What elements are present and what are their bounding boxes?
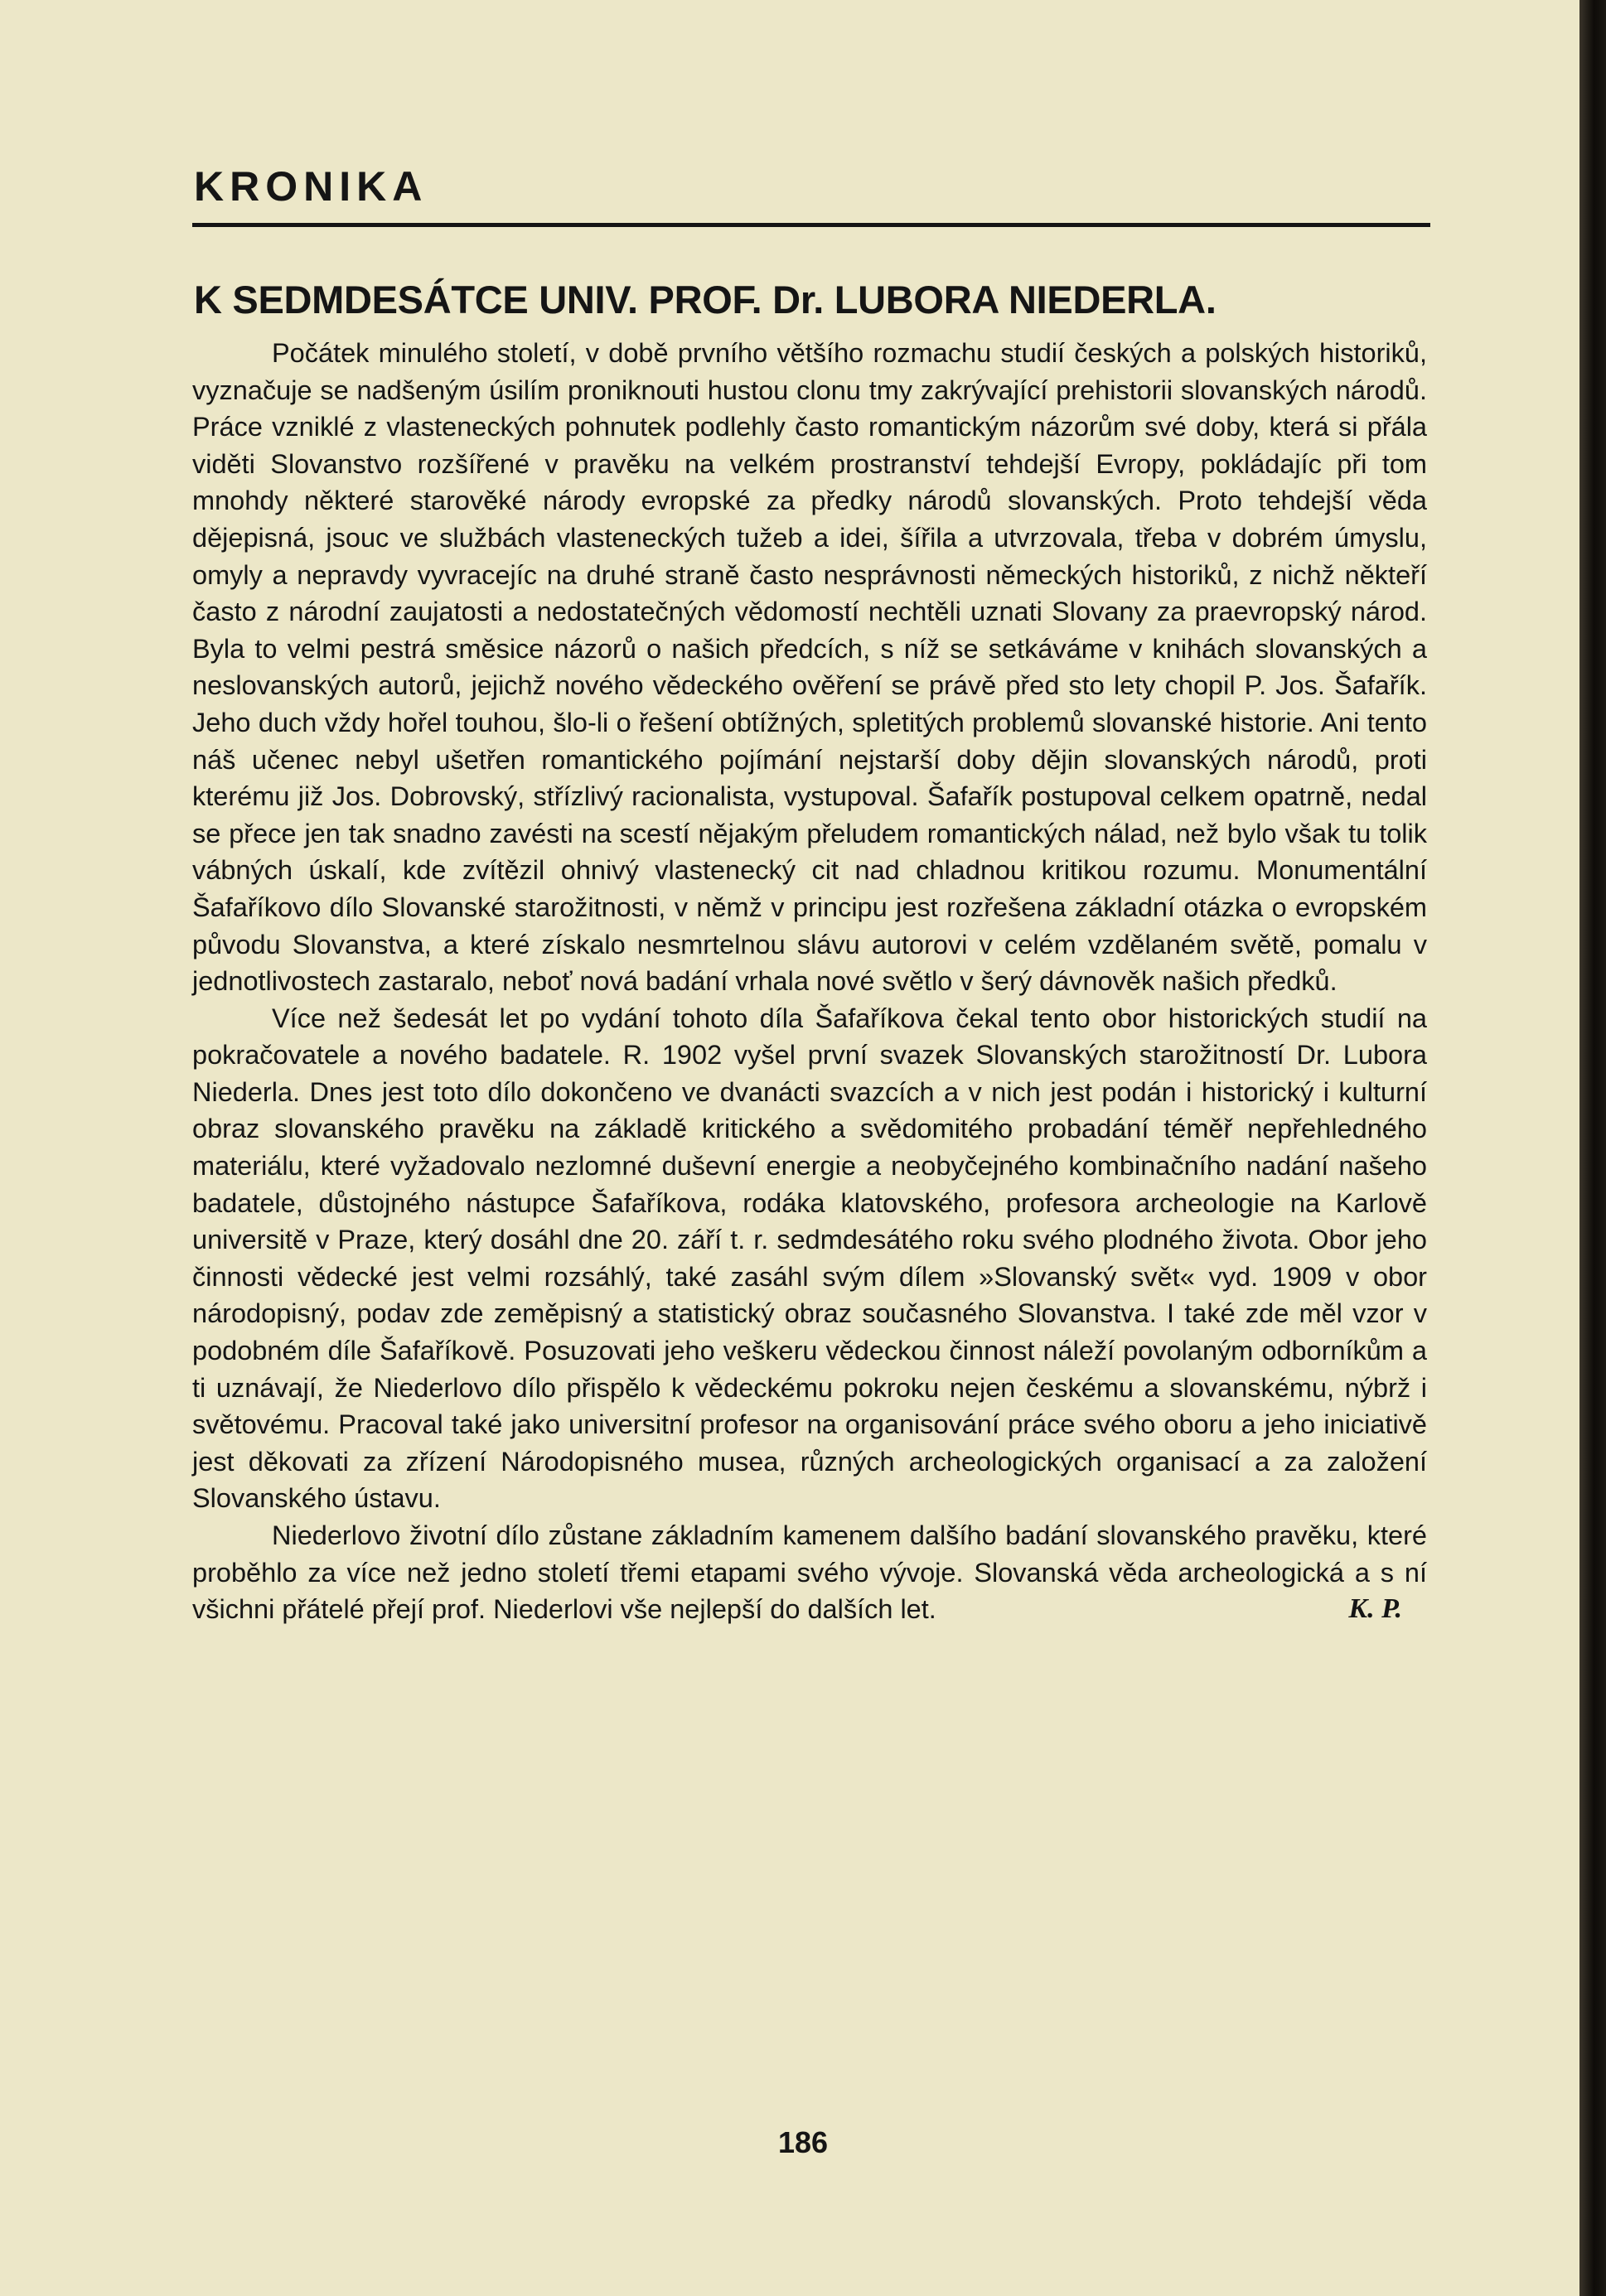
page-content: [192, 162, 1427, 1628]
paragraph-3: [192, 1517, 1427, 1628]
paragraph-1: Počátek minulého století, v době prvního většího rozmachu studií českých a polských historiků, vyznačuje se nadšeným úsilím proniknouti hustou clonu tmy zakrývající prehistorii slovanských národů. Práce vzniklé z vlasteneckých pohnutek podlehly často romantickým názorům své doby, která si přála viděti Slovanstvo rozšířené v pravěku na velkém prostranství tehdejší Evropy, pokládajíc při tom mnohdy některé starověké národy evropské za předky národů slovanských. Proto tehdejší věda dějepisná, jsouc ve službách vlasteneckých tužeb a idei, šířila a utvrzovala, třeba v dobrém úmyslu, omyly a nepravdy vyvracejíc na druhé straně často nesprávnosti německých historiků, z nichž někteří často z národní zaujatosti a nedostatečných vědomostí nechtěli uznati Slovany za praevropský národ. Byla to velmi pestrá směsice názorů o našich předcích, s níž se setkáváme v knihách slovanských a neslovanských autorů, jejichž nového vědeckého ověření se právě před sto lety chopil P. Jos. Šafařík. Jeho duch vždy hořel touhou, šlo-li o řešení obtížných, spletitých problemů slovanské historie. Ani tento náš učenec nebyl ušetřen romantického pojímání nejstarší doby dějin slovanských národů, proti kterému již Jos. Dobrovský, střízlivý racionalista, vystupoval. Šafařík postupoval celkem opatrně, nedal se přece jen tak snadno zavésti na scestí nějakým přeludem romantických nálad, než bylo však tu tolik vábných úskalí, kde zvítězil ohnivý vlastenecký cit nad chladnou kritikou rozumu. Monumentální Šafaříkovo dílo Slovanské starožitnosti, v němž v principu jest rozřešena základní otázka o evropském původu Slovanstva, a které získalo nesmrtelnou slávu autorovi v celém vzdělaném světě, pomalu v jednotlivostech zastaralo, neboť nová badání vrhala nové světlo v šerý dávnověk našich předků.: [192, 338, 1427, 997]
header-divider: [192, 223, 1430, 227]
book-binding-edge: [1579, 0, 1606, 2296]
paragraph-3-text: Niederlovo životní dílo zůstane základním kamenem dalšího badání slovanského pravěku, které proběhlo za více než jedno století třemi etapami svého vývoje. Slovanská věda archeologická a s ní všichni přátelé přejí prof. Niederlovi vše nejlepší do dalších let.: [192, 1520, 1427, 1625]
page-number: 186: [777, 2125, 829, 2159]
article-title: K SEDMDESÁTCE UNIV. PROF. Dr. LUBORA NIEDERLA.: [194, 278, 1217, 321]
author-signature: K. P.: [1348, 1593, 1402, 1625]
paragraph-2: Více než šedesát let po vydání tohoto díla Šafaříkova čekal tento obor historických studií na pokračovatele a nového badatele. R. 1902 vyšel první svazek Slovanských starožitností Dr. Lubora Niederla. Dnes jest toto dílo dokončeno ve dvanácti svazcích a v nich jest podán i historický i kulturní obraz slovanského pravěku na základě kritického a svědomitého probadání téměř nepřehledného materiálu, které vyžadovalo nezlomné duševní energie a neobyčejného kombinačního nadání našeho badatele, důstojného nástupce Šafaříkova, rodáka klatovského, profesora archeologie na Karlově universitě v Praze, který dosáhl dne 20. září t. r. sedmdesátého roku svého plodného života. Obor jeho činnosti vědecké jest velmi rozsáhlý, také zasáhl svým dílem »Slovanský svět« vyd. 1909 v obor národopisný, podav zde zeměpisný a statistický obraz současného Slovanstva. I také zde měl vzor v podobném díle Šafaříkově. Posuzovati jeho veškeru vědeckou činnost náleží povolaným odborníkům a ti uznávají, že Niederlovo dílo přispělo k vědeckému pokroku nejen českému a slovanskému, nýbrž i světovému. Pracoval také jako universitní profesor na organisování práce svého oboru a jeho iniciativě jest děkovati za zřízení Národopisného musea, různých archeologických organisací a za založení Slovanského ústavu.: [192, 1003, 1427, 1514]
section-label: KRONIKA: [194, 163, 428, 210]
